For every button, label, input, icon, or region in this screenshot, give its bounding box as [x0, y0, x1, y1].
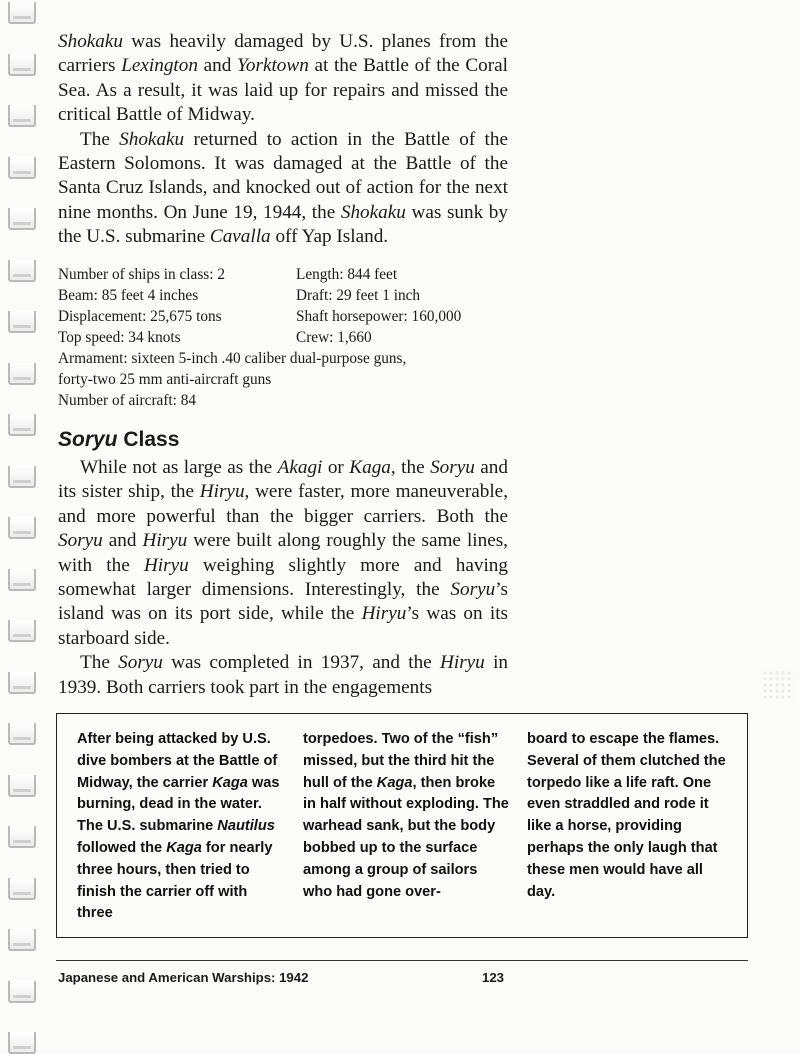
- text-segment: and: [197, 55, 237, 77]
- italic-text-segment: Shokaku: [58, 31, 124, 52]
- spec-row: [58, 306, 518, 327]
- spec-armament-line-2: forty-two 25 mm anti-aircraft guns: [58, 371, 272, 388]
- italic-text-segment: Cavalla: [209, 226, 271, 248]
- sidebar-box-kaga-torpedo: [56, 713, 748, 938]
- sidebar-columns: [73, 729, 733, 925]
- italic-text-segment: Hiryu: [199, 481, 245, 503]
- text-segment: After being attacked by U.S. dive bombers at the Battle of Midway, the carrier: [77, 731, 278, 791]
- sidebar-column-3: [527, 729, 733, 925]
- text-segment: off Yap Island.: [270, 226, 389, 248]
- italic-text-segment: Yorktown: [236, 55, 309, 77]
- text-segment: board to escape the flames. Several of them clutched the torpedo like a life raft. One even straddled and rode it like a horse, providing perhaps the only laugh that these men would have all day.: [527, 731, 726, 900]
- binding-ring: [8, 672, 36, 694]
- text-segment: , the: [390, 457, 431, 478]
- page-smudge: [762, 670, 794, 700]
- italic-text-segment: Hiryu: [361, 603, 407, 625]
- text-segment: The: [80, 128, 120, 150]
- spec-draft: Draft: 29 feet 1 inch: [296, 287, 421, 304]
- article-body-bottom: [58, 456, 508, 700]
- binding-ring: [8, 620, 36, 642]
- ship-specifications: [58, 264, 518, 411]
- text-segment: ’s was on its starboard side.: [58, 603, 508, 649]
- text-segment: for nearly three hours, then tried to finish the carrier off with three: [77, 839, 273, 922]
- text-segment: followed the: [77, 839, 167, 856]
- text-segment: was completed in 1937, and the: [162, 652, 440, 674]
- italic-text-segment: Shokaku: [119, 128, 185, 150]
- italic-text-segment: Hiryu: [142, 530, 188, 552]
- spec-length: Length: 844 feet: [296, 266, 398, 283]
- footer-rule: [56, 960, 748, 961]
- italic-text-segment: Kaga: [212, 774, 248, 791]
- article-body-top: [58, 30, 508, 250]
- binding-ring: [8, 466, 36, 488]
- spec-displacement: Displacement: 25,675 tons: [58, 308, 222, 325]
- binding-ring: [8, 414, 36, 436]
- italic-text-segment: Kaga: [349, 457, 391, 478]
- text-segment: ’s island was on its port side, while the: [58, 579, 508, 625]
- spec-row: [58, 285, 518, 306]
- binding-ring: [8, 157, 36, 179]
- italic-text-segment: Akagi: [277, 457, 323, 478]
- binding-ring: [8, 2, 36, 24]
- binding-ring: [8, 775, 36, 797]
- text-segment: torpedoes. Two of the “fish” missed, but the third hit the hull of the: [303, 731, 499, 791]
- italic-text-segment: Kaga: [166, 839, 202, 856]
- text-segment: and: [102, 530, 143, 552]
- italic-text-segment: Soryu: [450, 579, 496, 601]
- heading-class-word: Class: [117, 428, 180, 451]
- page-number: 123: [482, 970, 505, 985]
- italic-text-segment: Hiryu: [143, 554, 189, 576]
- text-segment: in 1939. Both carriers took part in the engagements: [58, 652, 508, 698]
- spec-number-of-aircraft: Number of aircraft: 84: [58, 392, 197, 409]
- text-segment: While not as large as the: [80, 457, 278, 478]
- text-segment: were built along roughly the same lines, with the: [58, 530, 508, 576]
- spec-row: [58, 327, 518, 348]
- text-segment: weighing slightly more and having somewhat larger dimensions. Interestingly, the: [58, 554, 508, 601]
- text-segment: , then broke in half without exploding. The warhead sank, but the body bobbed up to the surface among a group of sailors who had gone over-: [303, 774, 509, 900]
- binding-ring: [8, 826, 36, 848]
- binding-ring: [8, 311, 36, 333]
- binding-ring: [8, 1032, 36, 1054]
- spec-ships-in-class: Number of ships in class: 2: [58, 266, 225, 283]
- paragraph-soryu-description: [58, 456, 508, 651]
- italic-text-segment: Hiryu: [440, 652, 485, 674]
- paragraph-shokaku-coral-sea: [58, 30, 508, 128]
- text-segment: or: [322, 457, 350, 478]
- italic-text-segment: Kaga: [376, 774, 413, 791]
- binding-ring: [8, 260, 36, 282]
- spiral-binding: [0, 0, 44, 1033]
- italic-text-segment: Soryu: [118, 652, 163, 674]
- italic-text-segment: Soryu: [58, 530, 103, 552]
- binding-ring: [8, 723, 36, 745]
- paragraph-shokaku-fate: [58, 128, 508, 250]
- sidebar-column-1: [73, 729, 285, 925]
- binding-ring: [8, 363, 36, 385]
- paragraph-soryu-completion: [58, 651, 508, 700]
- text-segment: was heavily damaged by U.S. planes from the carriers: [58, 31, 508, 77]
- sidebar-column-2: [303, 729, 509, 925]
- spec-armament-line-1: Armament: sixteen 5-inch .40 caliber dual-purpose guns,: [58, 350, 407, 367]
- italic-text-segment: Lexington: [121, 55, 198, 77]
- text-segment: and its sister ship, the: [58, 457, 508, 503]
- spec-top-speed: Top speed: 34 knots: [58, 329, 181, 346]
- binding-ring: [8, 105, 36, 127]
- binding-ring: [8, 54, 36, 76]
- italic-text-segment: Soryu: [430, 457, 475, 478]
- text-segment: , were faster, more maneuverable, and more powerful than the bigger carriers. Both the: [58, 481, 508, 527]
- spec-crew: Crew: 1,660: [296, 329, 372, 346]
- footer-book-title: Japanese and American Warships: 1942: [58, 970, 309, 985]
- text-segment: The: [80, 652, 119, 674]
- text-segment: was sunk by the U.S. submarine: [58, 201, 508, 248]
- italic-text-segment: Nautilus: [217, 818, 275, 835]
- binding-ring: [8, 208, 36, 230]
- binding-ring: [8, 981, 36, 1003]
- spec-shaft-horsepower: Shaft horsepower: 160,000: [296, 308, 462, 325]
- text-segment: returned to action in the Battle of the Eastern Solomons. It was damaged at the Battle of the Santa Cruz Islands, and knocked out of action for the next nine months. On June 19, 1944, the: [58, 128, 508, 223]
- binding-ring: [8, 929, 36, 951]
- italic-text-segment: Shokaku: [340, 201, 406, 223]
- text-segment: was burning, dead in the water. The U.S. submarine: [77, 774, 280, 835]
- section-heading-soryu-class: [58, 428, 179, 452]
- heading-ship-name: Soryu: [58, 428, 118, 451]
- text-segment: at the Battle of the Coral Sea. As a result, it was laid up for repairs and missed the critical Battle of Midway.: [58, 55, 508, 126]
- binding-ring: [8, 878, 36, 900]
- binding-ring: [8, 569, 36, 591]
- binding-ring: [8, 517, 36, 539]
- spec-row: [58, 264, 518, 285]
- spec-beam: Beam: 85 feet 4 inches: [58, 287, 199, 304]
